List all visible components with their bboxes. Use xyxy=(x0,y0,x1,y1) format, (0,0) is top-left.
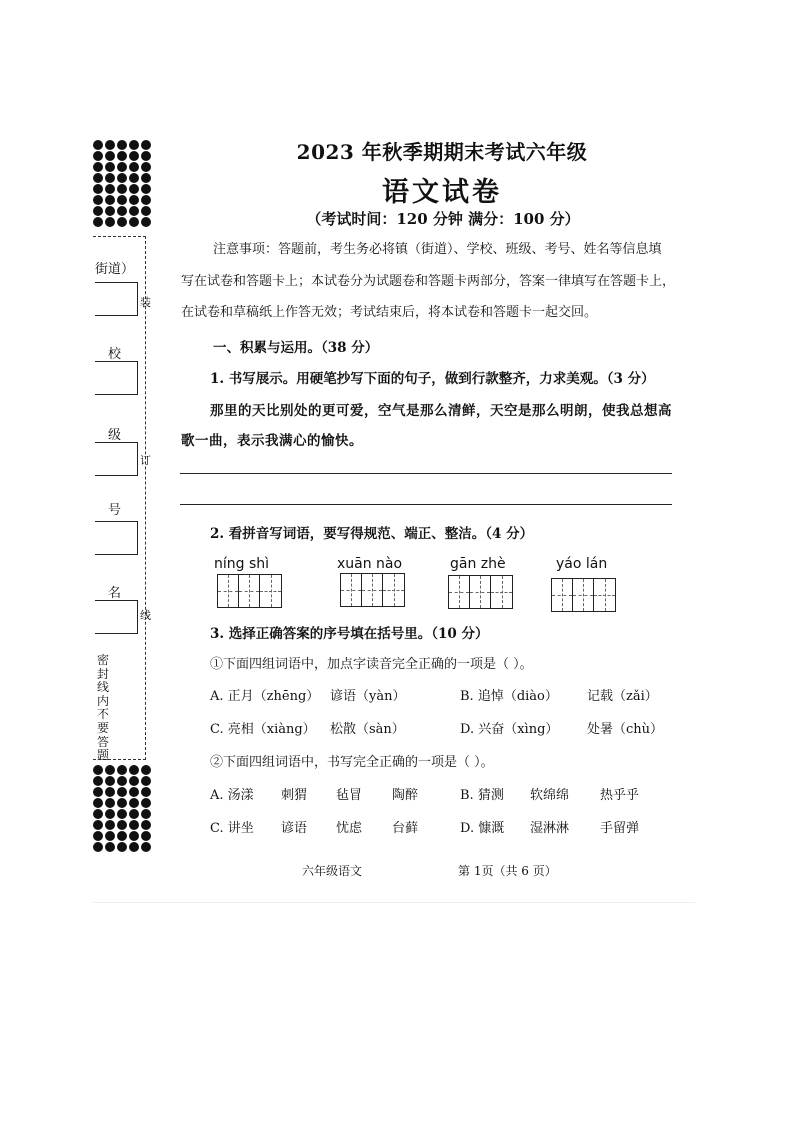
row-c-word-2: 谚语 xyxy=(281,821,308,836)
exam-title: 2023 年秋季期期末考试六年级 xyxy=(296,140,588,164)
question-1-text-line-2: 歌一曲，表示我满心的愉快。 xyxy=(181,433,363,449)
binding-dot xyxy=(129,798,139,808)
row-a-word-4: 陶醉 xyxy=(392,788,419,803)
binding-dot xyxy=(129,809,139,819)
answer-grid-4[interactable] xyxy=(551,578,616,612)
binding-dot xyxy=(129,765,139,775)
binding-dot xyxy=(129,776,139,786)
question-2-prompt: 2. 看拼音写词语，要写得规范、端正、整洁。（4 分） xyxy=(210,526,534,542)
option-a-word-2: 谚语（yàn） xyxy=(330,689,406,704)
footer-subject: 六年级语文 xyxy=(302,864,363,878)
binding-dot xyxy=(141,820,151,830)
sealing-line-note: 密封线内不要答题 xyxy=(97,653,110,763)
row-a-word-2: 刺猬 xyxy=(281,788,308,803)
binding-dot xyxy=(93,798,103,808)
row-d-word-3: 手留弹 xyxy=(600,821,640,836)
field-box-name[interactable] xyxy=(95,600,138,634)
binding-dot xyxy=(93,776,103,786)
binding-dot xyxy=(93,842,103,852)
row-c-word-4: 台藓 xyxy=(392,821,419,836)
binding-dot xyxy=(93,831,103,841)
exam-time-score: （考试时间：120 分钟 满分：100 分） xyxy=(306,210,580,228)
question-3-sub-1-prompt: ①下面四组词语中，加点字读音完全正确的一项是（ ）。 xyxy=(210,657,533,672)
binding-dot xyxy=(93,809,103,819)
row-d-word-1: D. 慷溉 xyxy=(460,821,505,836)
question-1-text-line-1: 那里的天比别处的更可爱，空气是那么清鲜，天空是那么明朗，使我总想高 xyxy=(210,403,672,419)
binding-dot xyxy=(105,820,115,830)
binding-dot xyxy=(141,809,151,819)
binding-dot xyxy=(117,798,127,808)
answer-grid-3[interactable] xyxy=(448,575,513,609)
question-1-prompt: 1. 书写展示。用硬笔抄写下面的句子，做到行款整齐，力求美观。（3 分） xyxy=(210,371,655,387)
field-box-class[interactable] xyxy=(95,442,138,476)
writing-line-1[interactable] xyxy=(180,473,672,474)
binding-dot xyxy=(117,831,127,841)
row-c-word-3: 忧虑 xyxy=(336,821,363,836)
binding-dot xyxy=(105,798,115,808)
row-a-word-1: A. 汤漾 xyxy=(210,788,254,803)
field-box-number[interactable] xyxy=(95,521,138,555)
binding-dot xyxy=(129,842,139,852)
pinyin-1: níng shì xyxy=(214,556,270,572)
binding-dot xyxy=(129,831,139,841)
page-bottom-edge xyxy=(93,902,695,903)
binding-dot xyxy=(105,776,115,786)
binding-dot xyxy=(105,831,115,841)
answer-grid-2[interactable] xyxy=(340,573,405,607)
binding-dot xyxy=(141,787,151,797)
binding-dot xyxy=(129,787,139,797)
binding-dot xyxy=(105,787,115,797)
binding-dot xyxy=(117,842,127,852)
option-c-word-1: C. 亮相（xiàng） xyxy=(210,722,316,737)
binding-dot xyxy=(117,787,127,797)
binding-dot xyxy=(117,765,127,775)
pinyin-4: yáo lán xyxy=(556,556,608,572)
field-box-street[interactable] xyxy=(95,282,138,316)
binding-dot xyxy=(141,842,151,852)
pinyin-2: xuān nào xyxy=(337,556,403,572)
field-label-school: 校 xyxy=(108,347,122,362)
binding-dot xyxy=(105,842,115,852)
binding-dot xyxy=(117,776,127,786)
row-c-word-1: C. 讲坐 xyxy=(210,821,254,836)
binding-dot-pattern-bottom xyxy=(93,765,151,852)
footer-page-number: 第 1页（共 6 页） xyxy=(458,864,557,878)
binding-dot xyxy=(141,776,151,786)
exam-subject-title: 语文试卷 xyxy=(382,177,502,208)
answer-grid-1[interactable] xyxy=(217,574,282,608)
row-a-word-3: 毡冒 xyxy=(336,788,363,803)
option-a-word-1: A. 正月（zhēng） xyxy=(210,689,320,704)
writing-line-2[interactable] xyxy=(180,504,672,505)
binding-dot xyxy=(93,820,103,830)
option-b-word-1: B. 追悼（diào） xyxy=(460,689,558,704)
option-c-word-2: 松散（sàn） xyxy=(330,722,405,737)
binding-dot xyxy=(93,787,103,797)
binding-dot xyxy=(105,765,115,775)
field-label-name: 名 xyxy=(108,586,122,601)
field-label-class: 级 xyxy=(108,428,122,443)
option-d-word-1: D. 兴奋（xìng） xyxy=(460,722,559,737)
question-3-prompt: 3. 选择正确答案的序号填在括号里。（10 分） xyxy=(210,626,489,642)
binding-dot xyxy=(117,809,127,819)
pinyin-3: gān zhè xyxy=(450,556,506,572)
field-label-number: 号 xyxy=(108,503,122,518)
notice-line-2: 写在试卷和答题卡上；本试卷分为试题卷和答题卡两部分，答案一律填写在答题卡上， xyxy=(181,274,676,289)
binding-dot xyxy=(141,765,151,775)
option-b-word-2: 记载（zǎi） xyxy=(587,689,658,704)
row-b-word-1: B. 猜测 xyxy=(460,788,504,803)
binding-dot xyxy=(117,820,127,830)
binding-mark-zhuang: 装 xyxy=(140,296,151,309)
binding-dot xyxy=(93,765,103,775)
binding-dot xyxy=(141,798,151,808)
binding-mark-ding: 订 xyxy=(140,454,151,467)
field-label-street: 街道） xyxy=(95,262,135,277)
notice-line-3: 在试卷和草稿纸上作答无效；考试结束后，将本试卷和答题卡一起交回。 xyxy=(181,305,598,320)
row-b-word-2: 软绵绵 xyxy=(530,788,570,803)
binding-dot xyxy=(141,831,151,841)
field-box-school[interactable] xyxy=(95,361,138,395)
section-heading: 一、积累与运用。（38 分） xyxy=(213,340,379,356)
row-b-word-3: 热乎乎 xyxy=(600,788,640,803)
binding-dot xyxy=(129,820,139,830)
question-3-sub-2-prompt: ②下面四组词语中，书写完全正确的一项是（ ）。 xyxy=(210,755,494,770)
binding-mark-xian: 线 xyxy=(140,609,151,622)
row-d-word-2: 湿淋淋 xyxy=(530,821,570,836)
notice-line-1: 注意事项：答题前，考生务必将镇（街道）、学校、班级、考号、姓名等信息填 xyxy=(213,242,662,257)
option-d-word-2: 处暑（chù） xyxy=(587,722,664,737)
binding-dot xyxy=(105,809,115,819)
